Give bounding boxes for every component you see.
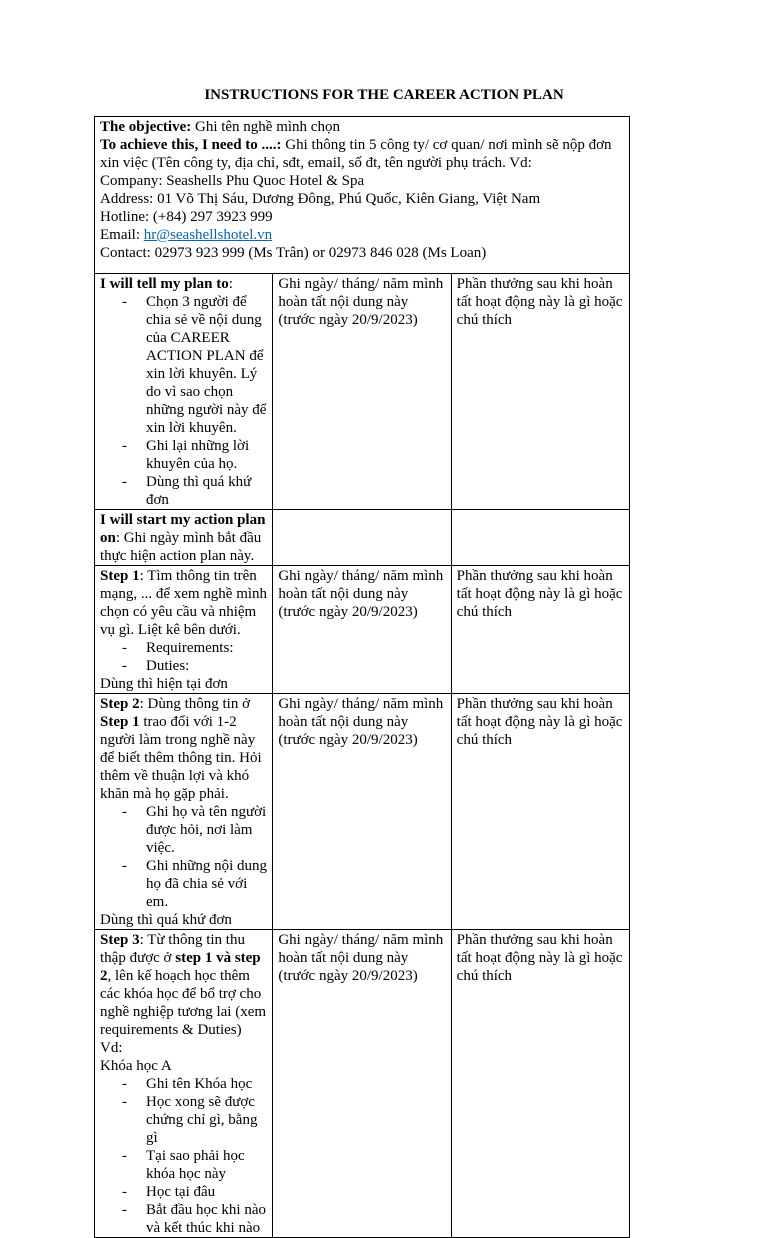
list-item: - Chọn 3 người để chia sẻ về nội dung của CAREER ACTION PLAN để xin lời khuyên. Lý do vì sao chọn những người này để xin lời khuyên. (122, 293, 267, 437)
reward-cell: Phần thưởng sau khi hoàn tất hoạt động này là gì hoặc chú thích (451, 930, 629, 1238)
reward-cell: Phần thưởng sau khi hoàn tất hoạt động này là gì hoặc chú thích (451, 566, 629, 694)
step2-text-b: trao đổi với 1-2 người làm trong nghề này để biết thêm thông tin. Hỏi thêm về thuận lợi và khó khăn mà họ gặp phải. (100, 714, 262, 802)
email-link[interactable]: hr@seashellshotel.vn (143, 227, 273, 243)
start-plan-label: I will start my action plan on (100, 512, 266, 546)
step3-vd: Vd: (100, 1040, 123, 1056)
step3-ref: step 1 và step 2 (100, 950, 261, 984)
achieve-label: To achieve this, I need to ....: (100, 137, 282, 153)
tell-plan-cell (95, 274, 273, 510)
step1-list (100, 639, 267, 675)
objective-text: Ghi tên nghề mình chọn (191, 119, 340, 135)
step2-text-a: : Dùng thông tin ở (139, 696, 251, 712)
step3-row (95, 930, 630, 1238)
empty-date-cell (273, 510, 451, 566)
list-item: - Ghi những nội dung họ đã chia sẻ với em. (122, 857, 267, 911)
tell-plan-row (95, 274, 630, 510)
career-action-plan-table (94, 116, 630, 1238)
list-item: - Tại sao phải học khóa học này (122, 1147, 267, 1183)
contact-line: Contact: 02973 923 999 (Ms Trân) or 02973 846 028 (Ms Loan) (100, 245, 487, 261)
step2-cell (95, 694, 273, 930)
address-line: Address: 01 Võ Thị Sáu, Dương Đông, Phú Quốc, Kiên Giang, Việt Nam (100, 191, 541, 207)
objective-cell (95, 117, 630, 274)
list-item: - Requirements: (122, 639, 267, 657)
list-item: - Ghi họ và tên người được hỏi, nơi làm việc. (122, 803, 267, 857)
step3-text-b: , lên kế hoạch học thêm các khóa học để bổ trợ cho nghề nghiệp tương lai (xem requirements & Duties) (100, 968, 267, 1038)
tell-plan-list (100, 293, 267, 509)
list-item: - Ghi tên Khóa học (122, 1075, 267, 1093)
reward-cell: Phần thưởng sau khi hoàn tất hoạt động này là gì hoặc chú thích (451, 274, 629, 510)
list-item: - Bắt đầu học khi nào và kết thúc khi nào (122, 1201, 267, 1237)
start-plan-text: : Ghi ngày mình bắt đầu thực hiện action plan này. (100, 530, 262, 564)
tell-plan-colon: : (228, 276, 233, 292)
start-plan-cell (95, 510, 273, 566)
list-item: - Học xong sẽ được chứng chỉ gì, bằng gì (122, 1093, 267, 1147)
company-line: Company: Seashells Phu Quoc Hotel & Spa (100, 173, 365, 189)
step1-row (95, 566, 630, 694)
step3-cell (95, 930, 273, 1238)
tell-plan-label: I will tell my plan to (100, 276, 229, 292)
email-label: Email: (100, 227, 144, 243)
hotline-line: Hotline: (+84) 297 3923 999 (100, 209, 273, 225)
step2-note: Dùng thì quá khứ đơn (100, 912, 232, 928)
step2-label: Step 2 (100, 696, 140, 712)
date-cell: Ghi ngày/ tháng/ năm mình hoàn tất nội dung này (trước ngày 20/9/2023) (273, 694, 451, 930)
list-item: - Dùng thì quá khứ đơn (122, 473, 267, 509)
step3-label: Step 3 (100, 932, 140, 948)
start-plan-row (95, 510, 630, 566)
list-item: - Học tại đâu (122, 1183, 267, 1201)
achieve-text: Ghi thông tin 5 công ty/ cơ quan/ nơi mình sẽ nộp đơn xin việc (Tên công ty, địa chỉ, sđt, email, số đt, tên người phụ trách. Vd: (100, 137, 612, 171)
date-cell: Ghi ngày/ tháng/ năm mình hoàn tất nội dung này (trước ngày 20/9/2023) (273, 566, 451, 694)
step3-list (100, 1075, 267, 1237)
document-title: INSTRUCTIONS FOR THE CAREER ACTION PLAN (204, 87, 564, 103)
step2-list (100, 803, 267, 911)
list-item: - Ghi lại những lời khuyên của họ. (122, 437, 267, 473)
step3-course: Khóa học A (100, 1058, 172, 1074)
step2-row (95, 694, 630, 930)
step1-text: : Tìm thông tin trên mạng, ... để xem nghề mình chọn có yêu cầu và nhiệm vụ gì. Liệt kê bên dưới. (100, 568, 268, 638)
list-item: - Duties: (122, 657, 267, 675)
step1-note: Dùng thì hiện tại đơn (100, 676, 228, 692)
step1-label: Step 1 (100, 568, 140, 584)
empty-reward-cell (451, 510, 629, 566)
step1-cell (95, 566, 273, 694)
objective-label: The objective: (100, 119, 192, 135)
reward-cell: Phần thưởng sau khi hoàn tất hoạt động này là gì hoặc chú thích (451, 694, 629, 930)
step2-ref: Step 1 (100, 714, 140, 730)
objective-row (95, 117, 630, 274)
date-cell: Ghi ngày/ tháng/ năm mình hoàn tất nội dung này (trước ngày 20/9/2023) (273, 274, 451, 510)
date-cell: Ghi ngày/ tháng/ năm mình hoàn tất nội dung này (trước ngày 20/9/2023) (273, 930, 451, 1238)
step3-text-a: : Từ thông tin thu thập được ở (100, 932, 245, 966)
